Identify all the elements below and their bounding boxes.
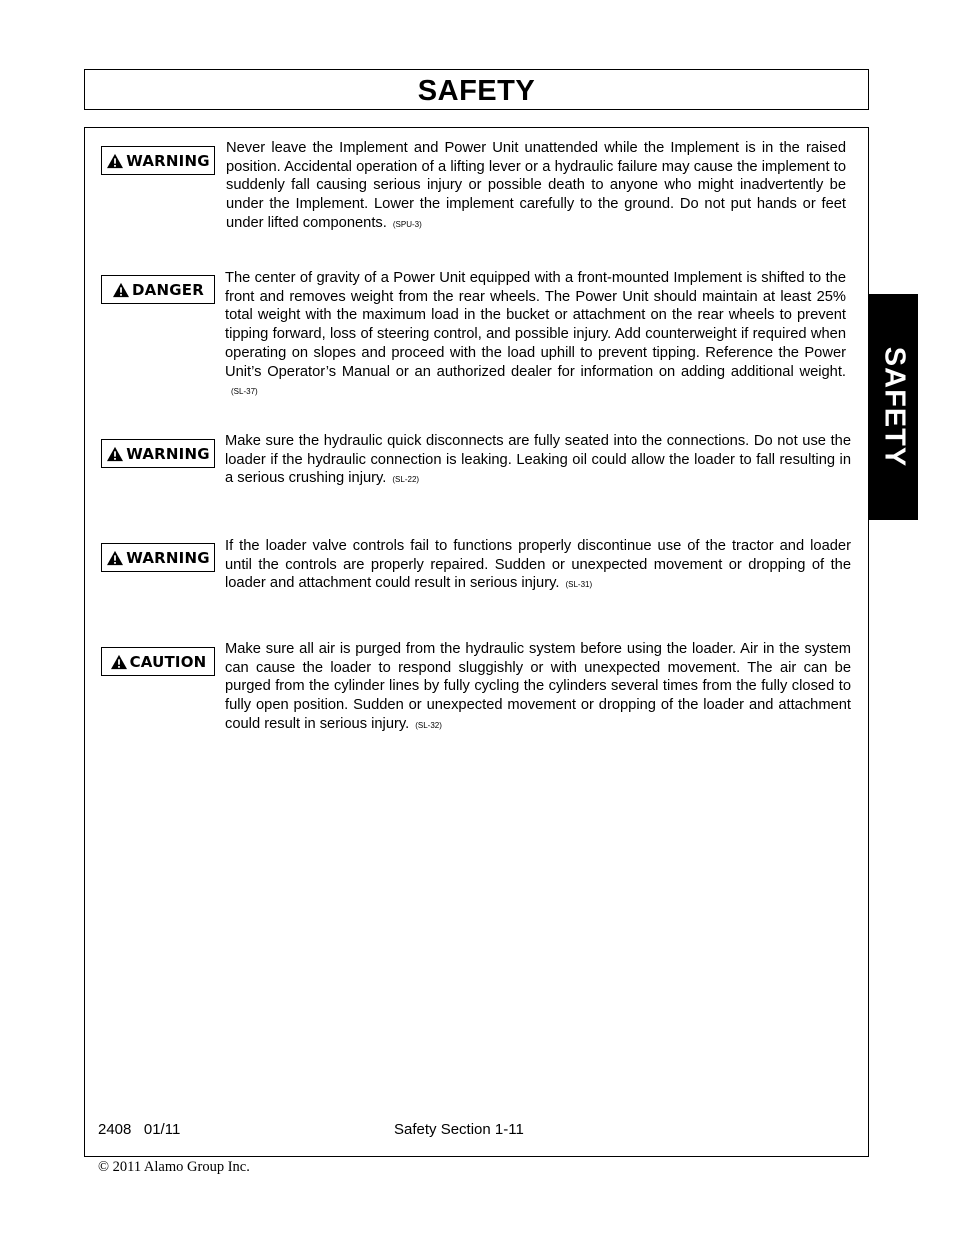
- message-code: (SL-31): [565, 580, 593, 590]
- message-code: (SL-32): [415, 720, 442, 730]
- warning-sign: [101, 146, 215, 175]
- safety-message: [225, 537, 851, 595]
- safety-message: [225, 432, 851, 490]
- signal-word: DANGER: [132, 280, 204, 299]
- safety-message: [225, 640, 851, 736]
- side-tab-label: SAFETY: [878, 346, 910, 468]
- copyright: © 2011 Alamo Group Inc.: [98, 1159, 250, 1175]
- safety-message: [226, 139, 846, 235]
- message-text: If the loader valve controls fail to functions properly discontinue use of the tractor and loader until the controls are properly repaired. Sudden or unexpected movement or dropping of the loader and attachment could result in serious injury.: [225, 538, 851, 592]
- message-code: (SL-37): [231, 387, 258, 397]
- signal-word: WARNING: [126, 444, 210, 463]
- section-label: Safety Section 1-11: [394, 1121, 524, 1138]
- alert-triangle-icon: [106, 153, 124, 169]
- alert-triangle-icon: [106, 446, 124, 462]
- message-text: Make sure all air is purged from the hydraulic system before using the loader. Air in the system can cause the loader to respond sluggishly or with unexpected movement. The air can be purged from the cylinder lines by fully cycling the cylinders several times from the fully closed to fully open position. Sudden or unexpected movement or dropping of the loader and attachment could result in serious injury.: [225, 641, 851, 732]
- side-tab: [869, 294, 918, 520]
- safety-message: [225, 269, 846, 402]
- message-code: (SPU-3): [392, 219, 422, 229]
- warning-sign: [101, 543, 215, 572]
- signal-word: WARNING: [126, 548, 210, 567]
- header-box: [84, 69, 869, 110]
- caution-sign: [101, 647, 215, 676]
- danger-sign: [101, 275, 215, 304]
- doc-number: 2408 01/11: [98, 1121, 181, 1138]
- signal-word: WARNING: [126, 151, 210, 170]
- message-text: The center of gravity of a Power Unit equipped with a front-mounted Implement is shifted to the front and removes weight from the rear wheels. The Power Unit should maintain at least 25% total weight with the maximum load in the bucket or attachment on the rear wheels to prevent tipping forward, loss of steering control, and possible injury. Add counterweight if required when operating on slopes and proceed with the load uphill to prevent tipping. Reference the Power Unit’s Operator’s Manual or an authorized dealer for information on adding additional weight.: [225, 270, 846, 380]
- warning-sign: [101, 439, 215, 468]
- alert-triangle-icon: [112, 282, 130, 298]
- message-text: Make sure the hydraulic quick disconnects are fully seated into the connections. Do not use the loader if the hydraulic connection is leaking. Leaking oil could allow the loader to fall resulting in a serious crushing injury.: [225, 433, 851, 487]
- alert-triangle-icon: [106, 550, 124, 566]
- signal-word: CAUTION: [129, 652, 207, 671]
- message-text: Never leave the Implement and Power Unit unattended while the Implement is in the raised position. Accidental operation of a lifting lever or a hydraulic failure may cause the implement to suddenly fall causing serious injury or possible death to anyone who might inadvertently be under the Implement. Lower the implement carefully to the ground. Do not put hands or feet under lifted components.: [226, 140, 846, 231]
- message-code: (SL-22): [392, 475, 420, 485]
- page-title: SAFETY: [417, 75, 536, 107]
- alert-triangle-icon: [110, 654, 128, 670]
